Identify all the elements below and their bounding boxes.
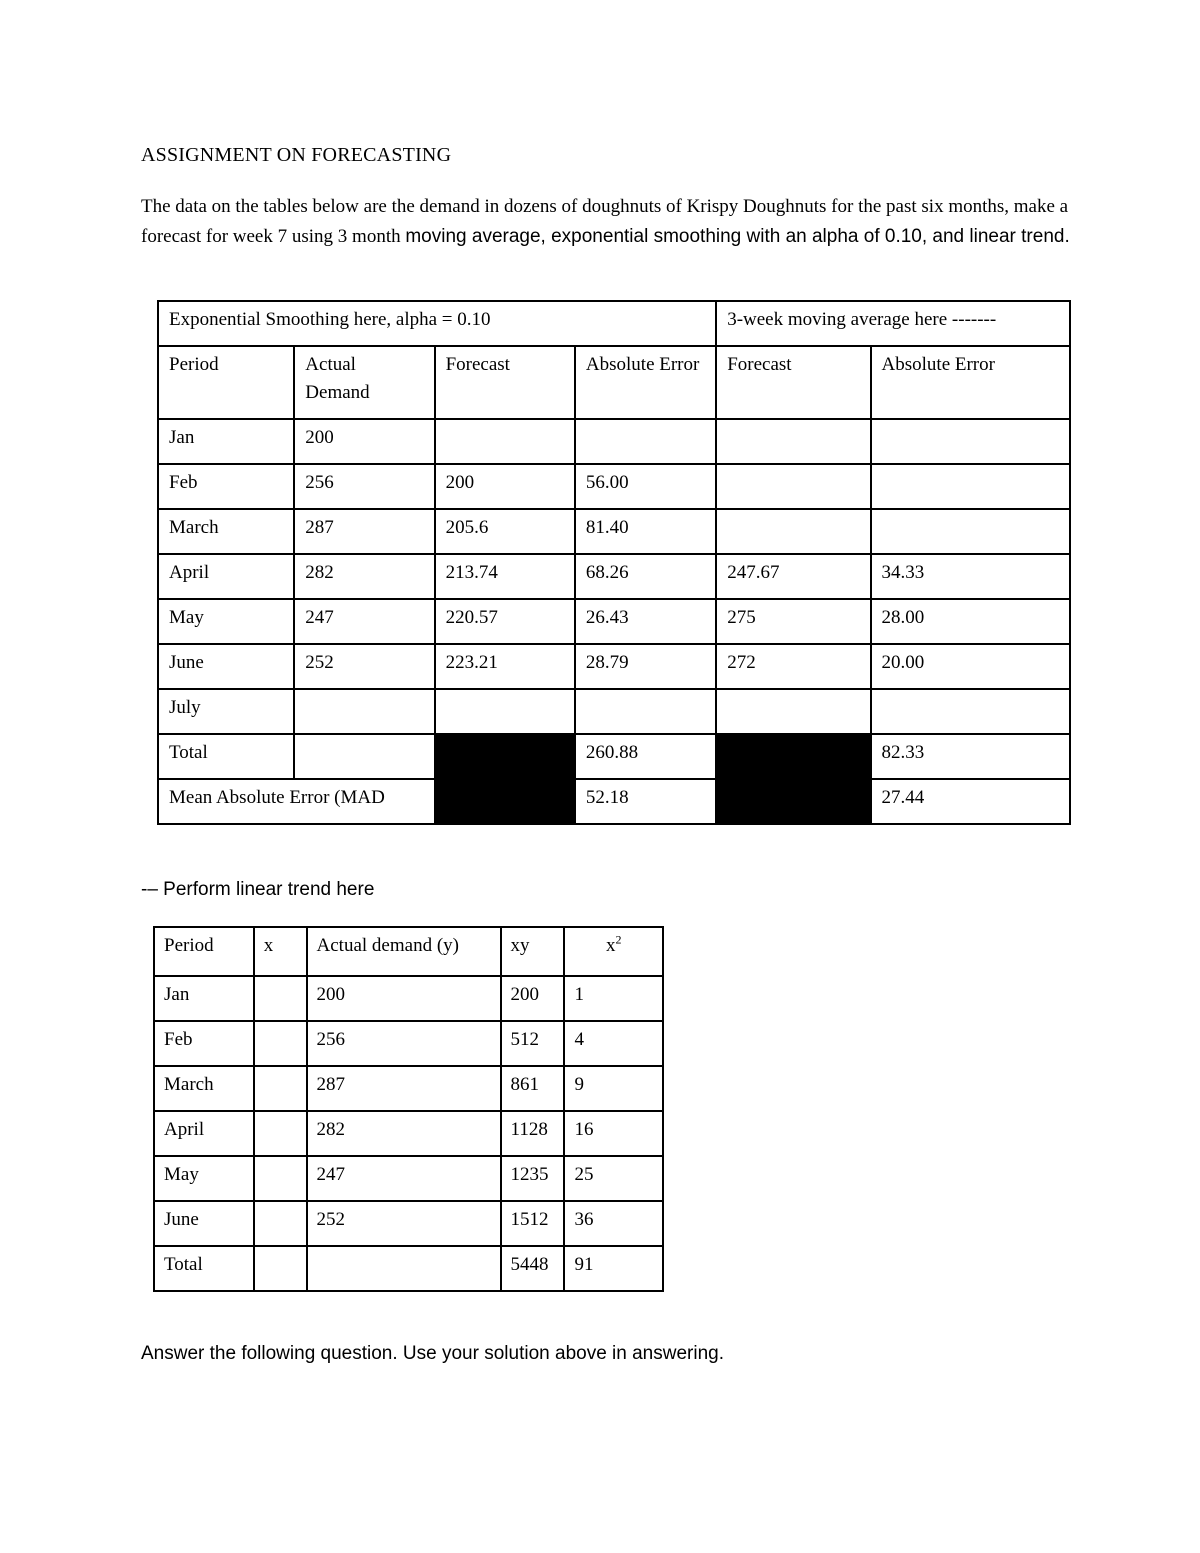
cell-es-error: 56.00 <box>575 464 716 509</box>
table-header-row <box>154 927 663 976</box>
cell-xy: 200 <box>501 976 565 1021</box>
total-es-error: 260.88 <box>575 734 716 779</box>
cell-xy: 1235 <box>501 1156 565 1201</box>
cell-es-error <box>575 689 716 734</box>
mad-row <box>158 779 1070 824</box>
column-header-x-squared <box>564 927 663 976</box>
cell-period: Jan <box>154 976 254 1021</box>
cell-x2: 16 <box>564 1111 663 1156</box>
cell-xy: 1512 <box>501 1201 565 1246</box>
cell-actual: 247 <box>294 599 434 644</box>
cell-x <box>254 1111 307 1156</box>
cell-actual: 287 <box>294 509 434 554</box>
cell-xy: 5448 <box>501 1246 565 1291</box>
cell-x <box>254 1201 307 1246</box>
cell-period: Total <box>154 1246 254 1291</box>
cell-actual: 252 <box>294 644 434 689</box>
cell-xy: 861 <box>501 1066 565 1111</box>
mad-label: Mean Absolute Error (MAD <box>158 779 435 824</box>
cell-period: Feb <box>158 464 294 509</box>
cell-y: 256 <box>307 1021 501 1066</box>
cell-ma-error <box>871 509 1070 554</box>
cell-ma-error <box>871 464 1070 509</box>
cell-x <box>254 1246 307 1291</box>
cell-x2: 4 <box>564 1021 663 1066</box>
column-header-ma-absolute-error: Absolute Error <box>871 346 1070 419</box>
cell-x <box>254 976 307 1021</box>
table-header-row <box>158 346 1070 419</box>
cell-actual <box>294 689 434 734</box>
cell-y <box>307 1246 501 1291</box>
cell-es-forecast: 213.74 <box>435 554 575 599</box>
cell-es-error: 81.40 <box>575 509 716 554</box>
cell-y: 247 <box>307 1156 501 1201</box>
mad-ma-error: 27.44 <box>871 779 1070 824</box>
cell-es-forecast: 205.6 <box>435 509 575 554</box>
table-row <box>154 1021 663 1066</box>
linear-trend-table <box>153 926 664 1292</box>
blacked-out-cell <box>435 779 575 824</box>
table-row <box>154 1201 663 1246</box>
cell-x <box>254 1066 307 1111</box>
total-row <box>158 734 1070 779</box>
table-row <box>158 509 1070 554</box>
blacked-out-cell <box>716 779 870 824</box>
cell-es-forecast <box>435 689 575 734</box>
table-row <box>158 464 1070 509</box>
cell-es-error: 28.79 <box>575 644 716 689</box>
cell-ma-forecast: 247.67 <box>716 554 870 599</box>
cell-xy: 1128 <box>501 1111 565 1156</box>
exponential-smoothing-table <box>157 300 1071 825</box>
cell-ma-error <box>871 419 1070 464</box>
cell-y: 282 <box>307 1111 501 1156</box>
cell-y: 287 <box>307 1066 501 1111</box>
column-header-xy: xy <box>501 927 565 976</box>
table-row <box>154 1111 663 1156</box>
x-squared-exponent: 2 <box>615 932 622 947</box>
column-header-actual-demand: Actual Demand <box>294 346 434 419</box>
cell-ma-error <box>871 689 1070 734</box>
cell-x2: 25 <box>564 1156 663 1201</box>
cell-ma-forecast <box>716 509 870 554</box>
cell-es-forecast <box>435 419 575 464</box>
ma-section-title: 3-week moving average here ------- <box>716 301 1070 346</box>
cell-ma-error: 28.00 <box>871 599 1070 644</box>
cell-actual: 256 <box>294 464 434 509</box>
table-row <box>154 1156 663 1201</box>
cell-period: March <box>154 1066 254 1111</box>
page-title: ASSIGNMENT ON FORECASTING <box>141 144 452 166</box>
total-ma-error: 82.33 <box>871 734 1070 779</box>
total-label: Total <box>158 734 294 779</box>
table-row <box>158 689 1070 734</box>
cell-actual: 282 <box>294 554 434 599</box>
total-row <box>154 1246 663 1291</box>
cell-period: April <box>154 1111 254 1156</box>
cell-period: July <box>158 689 294 734</box>
cell-period: May <box>158 599 294 644</box>
intro-text-serif: The data on the tables below are the demand in dozens of doughnuts of Krispy Doughnuts for the past six months, make a forecast for week 7 using 3 month <box>141 196 1069 247</box>
mad-es-error: 52.18 <box>575 779 716 824</box>
cell-actual: 200 <box>294 419 434 464</box>
table-row <box>154 976 663 1021</box>
answer-prompt: Answer the following question. Use your solution above in answering. <box>141 1343 724 1364</box>
column-header-period: Period <box>158 346 294 419</box>
cell-ma-error: 34.33 <box>871 554 1070 599</box>
cell-x2: 36 <box>564 1201 663 1246</box>
total-actual-cell <box>294 734 434 779</box>
es-section-title: Exponential Smoothing here, alpha = 0.10 <box>158 301 716 346</box>
cell-x2: 9 <box>564 1066 663 1111</box>
cell-x2: 1 <box>564 976 663 1021</box>
cell-es-forecast: 223.21 <box>435 644 575 689</box>
cell-period: June <box>154 1201 254 1246</box>
cell-period: June <box>158 644 294 689</box>
blacked-out-cell <box>716 734 870 779</box>
cell-period: Jan <box>158 419 294 464</box>
cell-es-forecast: 200 <box>435 464 575 509</box>
cell-x <box>254 1021 307 1066</box>
cell-period: May <box>154 1156 254 1201</box>
column-header-period: Period <box>154 927 254 976</box>
table-row <box>158 644 1070 689</box>
cell-y: 252 <box>307 1201 501 1246</box>
cell-es-error: 68.26 <box>575 554 716 599</box>
cell-x2: 91 <box>564 1246 663 1291</box>
cell-y: 200 <box>307 976 501 1021</box>
intro-text-sans: moving average, exponential smoothing with an alpha of 0.10, and linear trend. <box>405 225 1070 247</box>
table-section-header-row <box>158 301 1070 346</box>
cell-xy: 512 <box>501 1021 565 1066</box>
table-row <box>158 599 1070 644</box>
column-header-ma-forecast: Forecast <box>716 346 870 419</box>
cell-es-forecast: 220.57 <box>435 599 575 644</box>
cell-ma-forecast <box>716 464 870 509</box>
cell-es-error: 26.43 <box>575 599 716 644</box>
cell-period: April <box>158 554 294 599</box>
intro-paragraph <box>141 192 1071 251</box>
blacked-out-cell <box>435 734 575 779</box>
column-header-es-forecast: Forecast <box>435 346 575 419</box>
cell-ma-forecast: 275 <box>716 599 870 644</box>
column-header-x: x <box>254 927 307 976</box>
cell-period: Feb <box>154 1021 254 1066</box>
table-row <box>154 1066 663 1111</box>
column-header-actual-demand: Actual demand (y) <box>307 927 501 976</box>
cell-period: March <box>158 509 294 554</box>
cell-es-error <box>575 419 716 464</box>
linear-trend-label: -– Perform linear trend here <box>141 879 375 900</box>
cell-ma-forecast <box>716 689 870 734</box>
cell-ma-forecast: 272 <box>716 644 870 689</box>
cell-x <box>254 1156 307 1201</box>
table-row <box>158 419 1070 464</box>
table-row <box>158 554 1070 599</box>
cell-ma-error: 20.00 <box>871 644 1070 689</box>
column-header-es-absolute-error: Absolute Error <box>575 346 716 419</box>
cell-ma-forecast <box>716 419 870 464</box>
x-squared-base: x <box>605 935 616 956</box>
